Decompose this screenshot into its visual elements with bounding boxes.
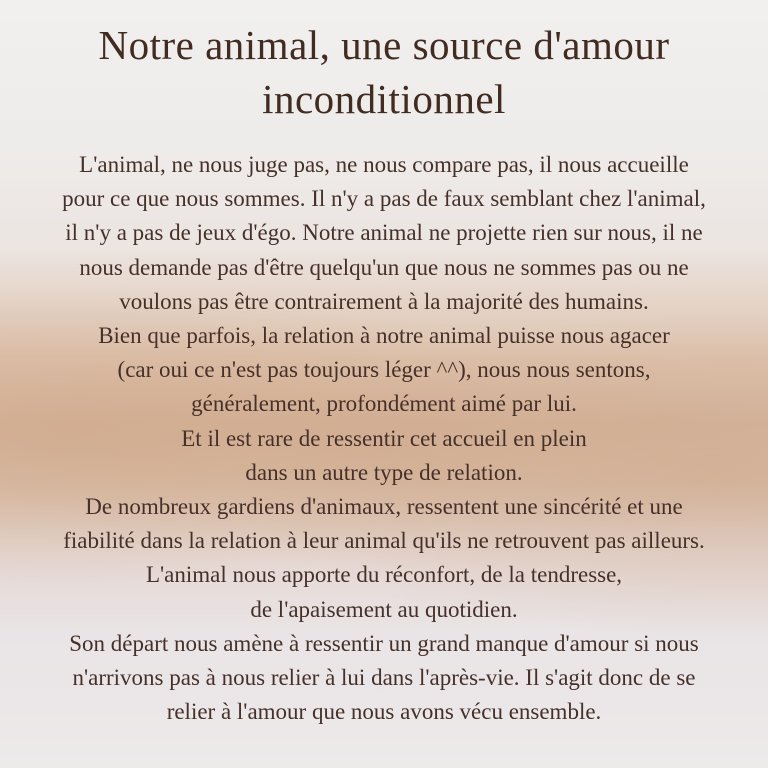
body-line: L'animal, ne nous juge pas, ne nous compare pas, il nous accueille xyxy=(79,152,689,177)
body-line: voulons pas être contrairement à la majorité des humains. xyxy=(119,288,649,314)
body-line: dans un autre type de relation. xyxy=(245,459,523,485)
body-line: (car oui ce n'est pas toujours léger ^^), nous nous sentons, xyxy=(117,357,651,383)
body-line: de l'apaisement au quotidien. xyxy=(250,596,518,622)
body-line: n'arrivons pas à nous relier à lui dans l'après-vie. Il s'agit donc de se xyxy=(72,665,696,691)
body-line: L'animal nous apporte du réconfort, de la tendresse, xyxy=(145,562,623,588)
body-line: Bien que parfois, la relation à notre animal puisse nous agacer xyxy=(98,323,670,349)
body-line: généralement, profondément aimé par lui. xyxy=(191,391,577,417)
title-line-2: inconditionnel xyxy=(262,76,506,122)
body-line: fiabilité dans la relation à leur animal qu'ils ne retrouvent pas ailleurs. xyxy=(63,528,705,554)
page-title xyxy=(12,18,756,126)
body-line: pour ce que nous sommes. Il n'y a pas de faux semblant chez l'animal, xyxy=(62,186,706,212)
body-line: il n'y a pas de jeux d'égo. Notre animal ne projette rien sur nous, il ne xyxy=(65,220,703,246)
quote-body xyxy=(12,148,756,729)
body-line: De nombreux gardiens d'animaux, ressentent une sincérité et une xyxy=(85,494,683,520)
body-line: relier à l'amour que nous avons vécu ensemble. xyxy=(166,699,602,725)
title-line-1: Notre animal, une source d'amour xyxy=(98,22,670,68)
body-line: Et il est rare de ressentir cet accueil en plein xyxy=(181,425,587,451)
body-line: nous demande pas d'être quelqu'un que nous ne sommes pas ou ne xyxy=(79,254,689,280)
body-line: Son départ nous amène à ressentir un grand manque d'amour si nous xyxy=(69,630,699,656)
